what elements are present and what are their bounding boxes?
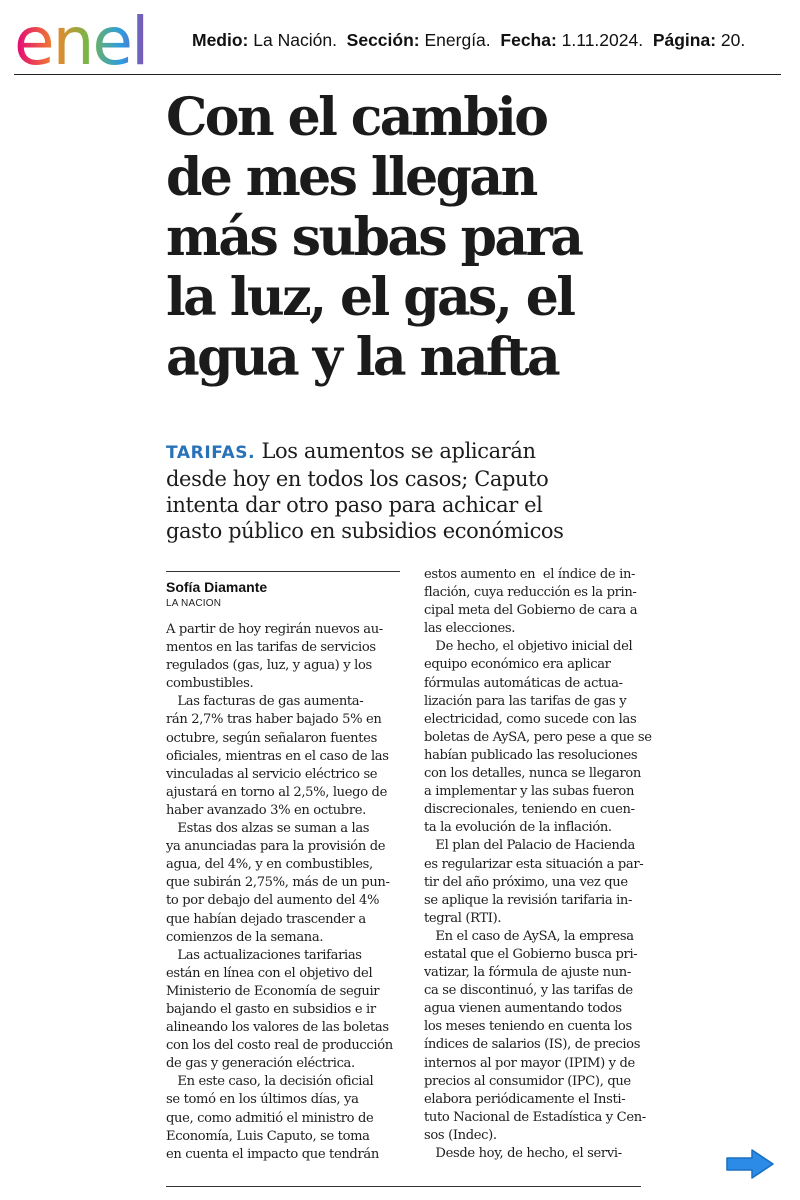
body-text-line: con los del costo real de producción: [166, 1038, 393, 1054]
body-text-line: que subirán 2,75%, más de un pun-: [166, 875, 390, 891]
body-text-line: los meses teniendo en cuenta los: [424, 1019, 632, 1035]
body-text-line: oficiales, mientras en el caso de las: [166, 748, 389, 764]
body-text-line: A partir de hoy regirán nuevos au-: [166, 622, 383, 637]
body-text-line: Ministerio de Economía de seguir: [166, 983, 380, 999]
header-divider: [14, 74, 781, 75]
body-text-line: tuto Nacional de Estadística y Cen-: [424, 1109, 646, 1125]
body-text-line: Las facturas de gas aumenta-: [166, 694, 364, 710]
headline-line: la luz, el gas, el: [166, 267, 574, 328]
subtitle-line: gasto público en subsidios económicos: [166, 519, 564, 543]
body-text-line: en cuenta el impacto que tendrán: [166, 1146, 379, 1162]
body-text-line: ca se discontinuó, y las tarifas de: [424, 983, 633, 999]
fecha-value: 1.11.2024.: [561, 30, 644, 50]
body-text-line: En este caso, la decisión oficial: [166, 1074, 374, 1090]
footer-divider: [166, 1186, 641, 1187]
body-text-line: to por debajo del aumento del 4%: [166, 893, 380, 909]
subtitle-line: desde hoy en todos los casos; Caputo: [166, 467, 549, 491]
body-text-line: vatizar, la fórmula de ajuste nun-: [424, 965, 631, 981]
publication-meta: [192, 30, 745, 51]
body-text-line: es regularizar esta situación a par-: [424, 856, 644, 872]
medio-value: La Nación.: [253, 30, 337, 50]
body-text-line: internos al por mayor (IPIM) y de: [424, 1055, 635, 1071]
body-text-line: elabora periódicamente el Insti-: [424, 1091, 626, 1107]
author-name: Sofía Diamante: [166, 579, 268, 595]
body-text-line: De hecho, el objetivo inicial del: [424, 639, 633, 655]
kicker: TARIFAS.: [166, 443, 256, 463]
body-text-line: ya anunciadas para la provisión de: [166, 839, 386, 855]
headline-line: más subas para: [166, 207, 582, 268]
body-text-line: equipo económico era aplicar: [424, 657, 611, 673]
body-text-line: regulados (gas, luz, y agua) y los: [166, 658, 372, 674]
body-text-line: bajando el gasto en subsidios e ir: [166, 1001, 376, 1017]
body-text-line: mentos en las tarifas de servicios: [166, 640, 376, 656]
body-column-left: [166, 621, 402, 1164]
body-text-line: electricidad, como sucede con las: [424, 711, 637, 727]
body-text-line: a implementar y las subas fueron: [424, 784, 635, 800]
body-column-right: [424, 566, 664, 1163]
body-text-line: haber avanzado 3% en octubre.: [166, 802, 366, 818]
subtitle-text: Los aumentos se aplicarán: [261, 439, 536, 463]
headline-line: de mes llegan: [166, 147, 536, 208]
body-text-line: El plan del Palacio de Hacienda: [424, 838, 635, 854]
svg-text:enel: enel: [14, 8, 148, 70]
body-text-line: están en línea con el objetivo del: [166, 965, 373, 981]
body-text-line: se tomó en los últimos días, ya: [166, 1092, 359, 1108]
enel-logo: [14, 8, 179, 70]
body-text-line: con los detalles, nunca se llegaron: [424, 766, 641, 782]
seccion-label: Sección:: [346, 30, 420, 50]
body-text-line: estos aumento en el índice de in-: [424, 567, 636, 582]
subtitle-line: intenta dar otro paso para achicar el: [166, 493, 543, 517]
next-page-button[interactable]: [724, 1147, 776, 1181]
body-text-line: discrecionales, teniendo en cuen-: [424, 802, 635, 818]
body-text-line: tegral (RTI).: [424, 910, 502, 926]
body-text-line: ta la evolución de la inflación.: [424, 820, 612, 836]
headline-line: agua y la nafta: [166, 327, 559, 388]
arrow-right-icon: [724, 1147, 776, 1181]
body-text-line: precios al consumidor (IPC), que: [424, 1073, 631, 1089]
headline: [166, 88, 616, 388]
body-text-line: En el caso de AySA, la empresa: [424, 928, 634, 944]
body-text-line: habían publicado las resoluciones: [424, 747, 638, 763]
body-text-line: las elecciones.: [424, 621, 516, 637]
body-text-line: flación, cuya reducción es la prin-: [424, 585, 637, 601]
body-text-line: lización para las tarifas de gas y: [424, 693, 627, 709]
body-text-line: de gas y generación eléctrica.: [166, 1056, 355, 1072]
body-text-line: Las actualizaciones tarifarias: [166, 947, 362, 963]
body-text-line: rán 2,7% tras haber bajado 5% en: [166, 712, 382, 728]
body-text-line: sos (Indec).: [424, 1127, 497, 1143]
body-text-line: Desde hoy, de hecho, el servi-: [424, 1146, 622, 1161]
body-text-line: que habían dejado trascender a: [166, 911, 366, 927]
outlet-name: LA NACION: [166, 598, 222, 609]
body-text-line: vinculadas al servicio eléctrico se: [166, 766, 378, 782]
pagina-label: Página:: [652, 30, 717, 50]
body-text-line: alineando los valores de las boletas: [166, 1020, 389, 1036]
medio-label: Medio:: [192, 30, 249, 50]
body-text-line: comienzos de la semana.: [166, 929, 324, 945]
byline-divider: [166, 571, 400, 572]
pagina-value: 20.: [720, 30, 746, 50]
subtitle: [166, 438, 606, 544]
body-text-line: fórmulas automáticas de actua-: [424, 675, 623, 691]
body-text-line: Economía, Luis Caputo, se toma: [166, 1128, 370, 1144]
fecha-label: Fecha:: [500, 30, 557, 50]
body-text-line: octubre, según señalaron fuentes: [166, 730, 377, 746]
body-text-line: se aplique la revisión tarifaria in-: [424, 892, 633, 908]
body-text-line: índices de salarios (IS), de precios: [424, 1037, 641, 1053]
body-text-line: ajustará en torno al 2,5%, luego de: [166, 784, 387, 800]
subtitle-line-first: [166, 438, 606, 466]
body-text-line: combustibles.: [166, 676, 254, 692]
seccion-value: Energía.: [424, 30, 491, 50]
body-text-line: Estas dos alzas se suman a las: [166, 821, 370, 837]
body-text-line: estatal que el Gobierno busca pri-: [424, 946, 638, 962]
headline-line: Con el cambio: [166, 87, 547, 148]
body-text-line: tir del año próximo, una vez que: [424, 874, 628, 890]
body-text-line: agua, del 4%, y en combustibles,: [166, 857, 373, 873]
body-text-line: boletas de AySA, pero pese a que se: [424, 729, 652, 745]
body-text-line: que, como admitió el ministro de: [166, 1110, 374, 1126]
body-text-line: cipal meta del Gobierno de cara a: [424, 603, 638, 619]
body-text-line: agua vienen aumentando todos: [424, 1001, 622, 1017]
